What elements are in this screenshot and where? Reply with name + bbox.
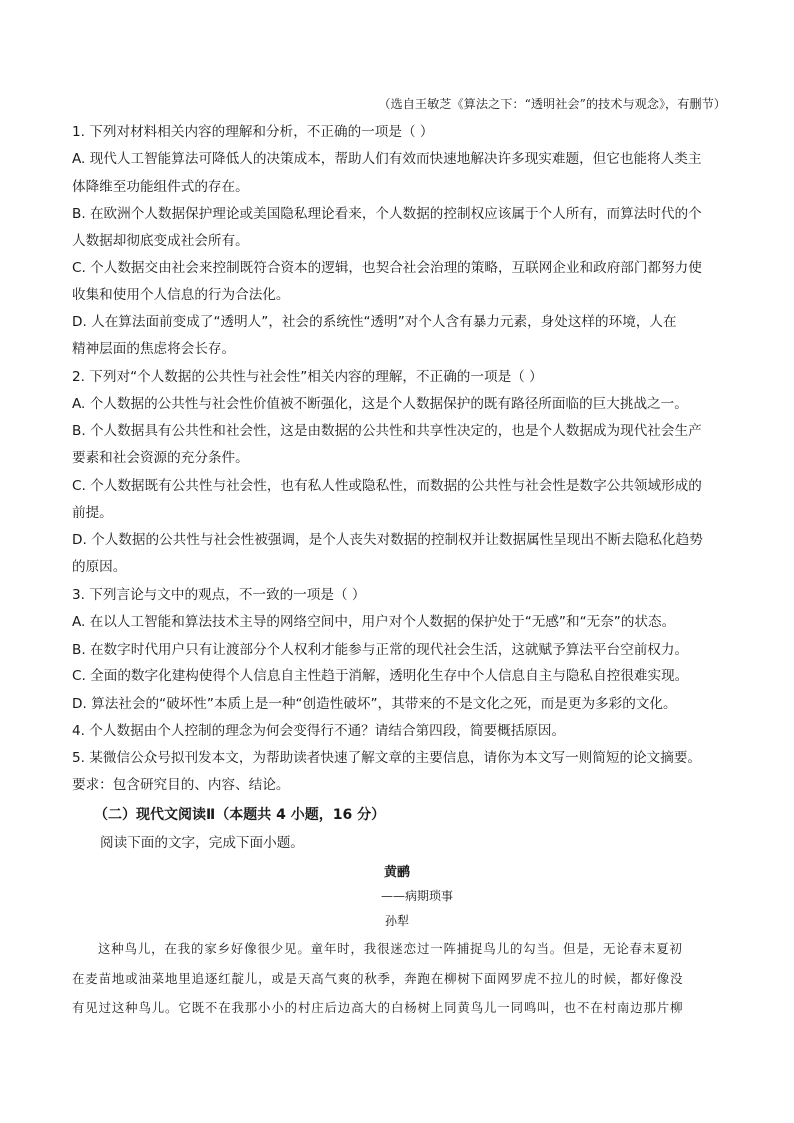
q1-option-a-line1: A. 现代人工智能算法可降低人的决策成本，帮助人们有效而快速地解决许多现实难题，但它也能将人类主 (72, 151, 702, 167)
q3-option-b: B. 在数字时代用户只有让渡部分个人权利才能参与正常的现代社会生活，这就赋予算法平台空前权力。 (72, 642, 689, 658)
q3-option-d: D. 算法社会的“破坏性”本质上是一种“创造性破坏”，其带来的不是文化之死，而是更为多彩的文化。 (72, 696, 677, 712)
question-2-stem: 2. 下列对“个人数据的公共性与社会性”相关内容的理解，不正确的一项是（ ） (72, 369, 543, 385)
q2-option-b-line2: 要素和社会资源的充分条件。 (72, 450, 249, 466)
question-5-stem: 5. 某微信公众号拟刊发本文，为帮助读者快速了解文章的主要信息，请你为本文写一则简短的论文摘要。 (72, 750, 702, 766)
q1-option-b-line1: B. 在欧洲个人数据保护理论或美国隐私理论看来，个人数据的控制权应该属于个人所有，而算法时代的个 (72, 206, 702, 222)
q2-option-d-line2: 的原因。 (72, 559, 127, 575)
section-heading: （二）现代文阅读Ⅱ（本题共 4 小题，16 分） (94, 807, 386, 823)
q2-option-c-line1: C. 个人数据既有公共性与社会性，也有私人性或隐私性，而数据的公共性与社会性是数字公共领域形成的 (72, 478, 702, 494)
passage-title: 黄鹂 (383, 865, 410, 880)
q2-option-b-line1: B. 个人数据具有公共性和社会性，这是由数据的公共性和共享性决定的，也是个人数据成为现代社会生产 (72, 423, 702, 439)
q2-option-d-line1: D. 个人数据的公共性与社会性被强调，是个人丧失对数据的控制权并让数据属性呈现出不断去隐私化趋势 (72, 532, 703, 548)
passage-subtitle: ——病期琐事 (380, 889, 453, 903)
q1-option-d-line1: D. 人在算法面前变成了“透明人”，社会的系统性“透明”对个人含有暴力元素，身处这样的环境，人在 (72, 314, 677, 330)
question-4: 4. 个人数据由个人控制的理念为何会变得行不通？请结合第四段，简要概括原因。 (72, 723, 566, 739)
q1-option-b-line2: 人数据却彻底变成社会所有。 (72, 233, 249, 249)
source-citation: （选自王敏芝《算法之下：“透明社会”的技术与观念》，有删节） (378, 97, 726, 111)
q1-option-c-line2: 收集和使用个人信息的行为合法化。 (72, 287, 290, 303)
question-5-requirement: 要求：包含研究目的、内容、结论。 (72, 777, 290, 793)
q3-option-c: C. 全面的数字化建构使得个人信息自主性趋于消解，透明化生存中个人信息自主与隐私自控很难实现。 (72, 668, 689, 684)
passage-line-3: 有见过这种鸟儿。它既不在我那小小的村庄后边高大的白杨树上同黄鸟儿一同鸣叫，也不在村南边那片柳 (72, 1000, 684, 1015)
question-1-stem: 1. 下列对材料相关内容的理解和分析，不正确的一项是（ ） (72, 124, 434, 140)
passage-author: 孙犁 (384, 914, 409, 928)
reading-instruction: 阅读下面的文字，完成下面小题。 (100, 835, 304, 851)
passage-line-1: 这种鸟儿，在我的家乡好像很少见。童年时，我很迷恋过一阵捕捉鸟儿的勾当。但是，无论春末夏初 (98, 941, 683, 956)
q2-option-a: A. 个人数据的公共性与社会性价值被不断强化，这是个人数据保护的既有路径所面临的巨大挑战之一。 (72, 396, 688, 412)
passage-line-2: 在麦苗地或油菜地里追逐红靛儿，或是天高气爽的秋季，奔跑在柳树下面网罗虎不拉儿的时候，都好像没 (72, 971, 684, 986)
q1-option-d-line2: 精神层面的焦虑将会长存。 (72, 341, 236, 357)
q3-option-a: A. 在以人工智能和算法技术主导的网络空间中，用户对个人数据的保护处于“无感”和“无奈”的状态。 (72, 614, 676, 630)
question-3-stem: 3. 下列言论与文中的观点，不一致的一项是（ ） (72, 587, 366, 603)
q1-option-c-line1: C. 个人数据交由社会来控制既符合资本的逻辑，也契合社会治理的策略，互联网企业和政府部门都努力使 (72, 260, 702, 276)
q1-option-a-line2: 体降维至功能组件式的存在。 (72, 179, 249, 195)
q2-option-c-line2: 前提。 (72, 505, 113, 521)
